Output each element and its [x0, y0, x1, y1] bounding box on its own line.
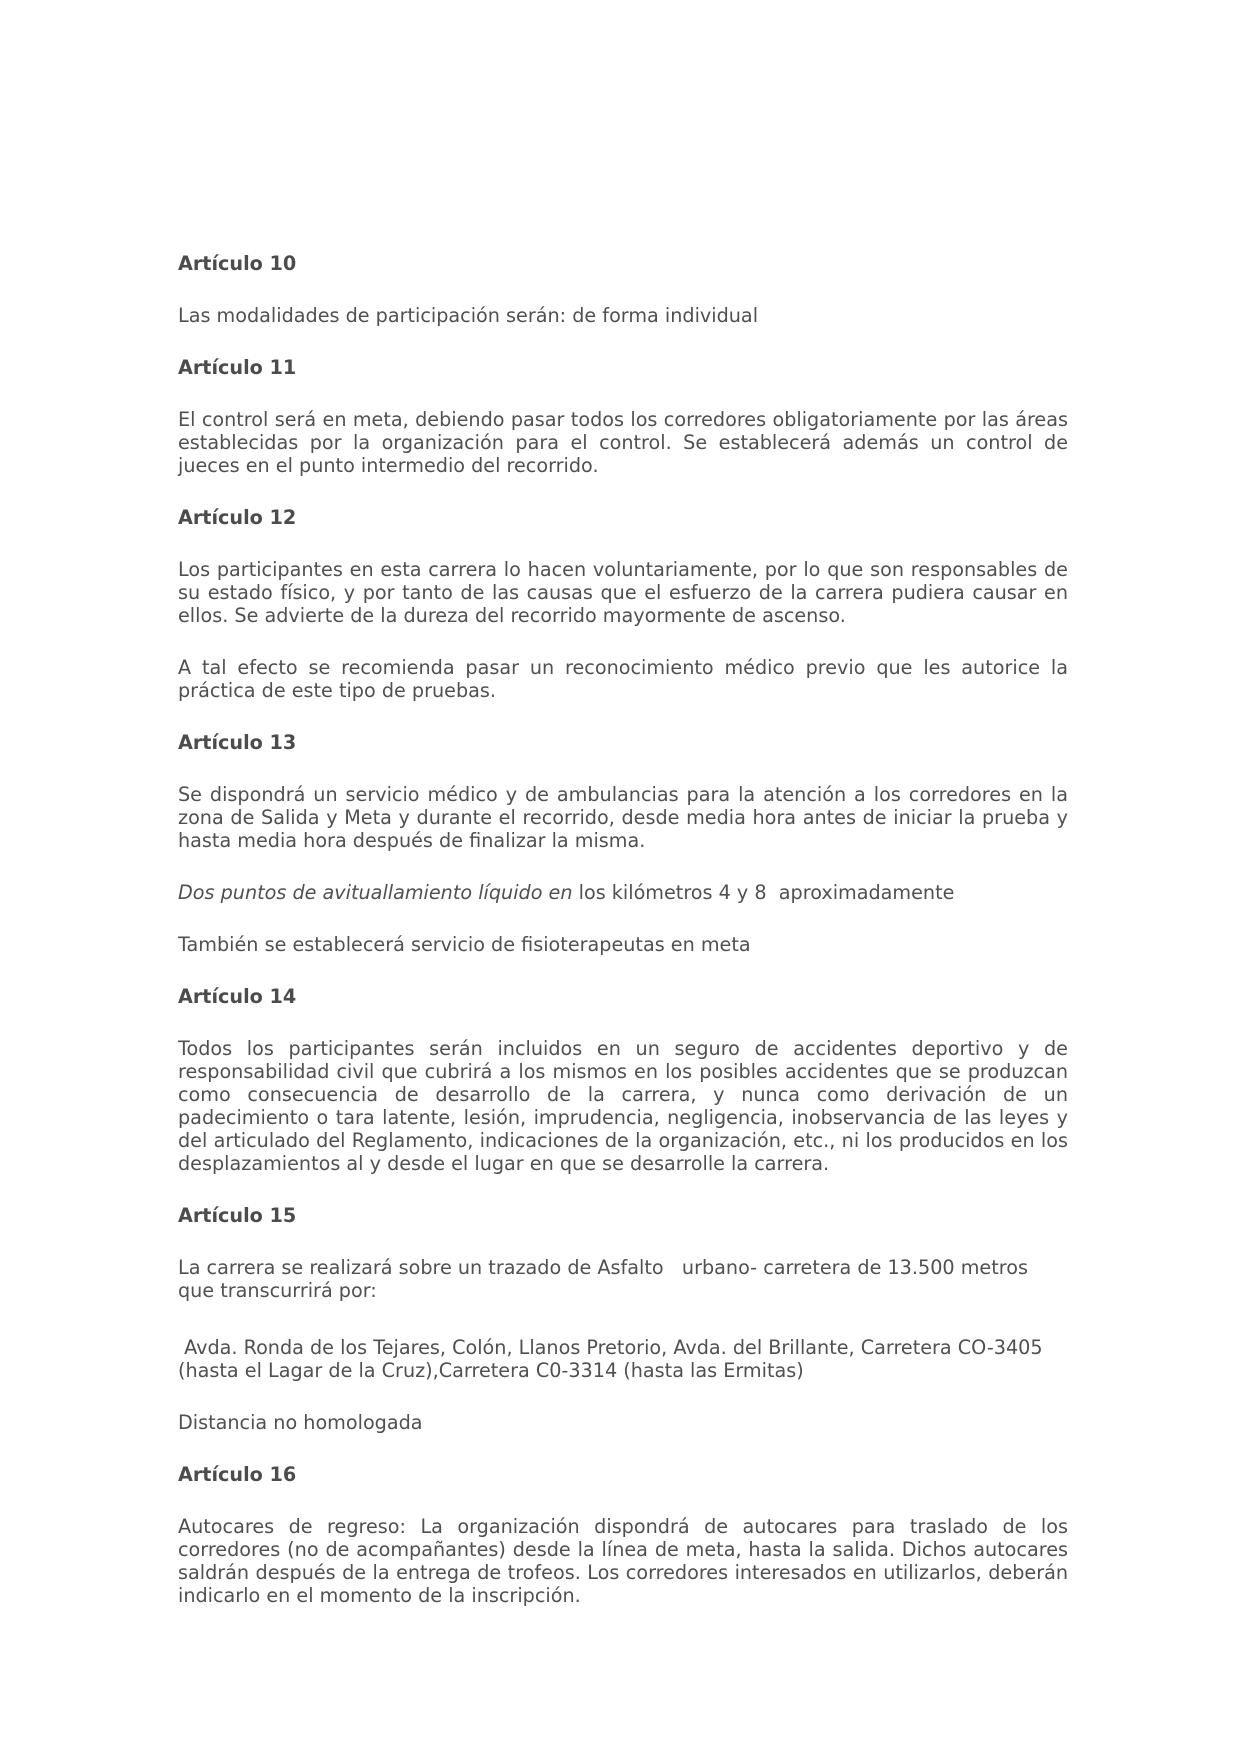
article-10-paragraph-1: Las modalidades de participación serán: de forma individual — [178, 304, 759, 327]
article-15-paragraph-2: Avda. Ronda de los Tejares, Colón, Llanos Pretorio, Avda. del Brillante, Carretera CO-3405 (hasta el Lagar de la Cruz),Carretera C0-3314 (hasta las Ermitas) — [178, 1336, 1049, 1382]
article-15-paragraph-3: Distancia no homologada — [178, 1411, 423, 1434]
article-13-supply-italic: Dos puntos de avituallamiento líquido en — [178, 881, 573, 904]
article-13-heading: Artículo 13 — [178, 731, 297, 754]
article-13-physio: También se establecerá servicio de fisioterapeutas en meta — [178, 933, 751, 956]
document-page — [178, 252, 1068, 1636]
article-11-heading: Artículo 11 — [178, 356, 297, 379]
article-14-heading: Artículo 14 — [178, 985, 297, 1008]
article-10-heading: Artículo 10 — [178, 252, 297, 275]
article-16-heading: Artículo 16 — [178, 1463, 297, 1486]
article-13-supply-points — [178, 881, 1068, 904]
article-14-paragraph-1: Todos los participantes serán incluidos en un seguro de accidentes deportivo y de responsabilidad civil que cubrirá a los mismos en los posibles accidentes que se produzcan como consecuencia de desarrollo de la carrera, y nunca como derivación de un padecimiento o tara latente, lesión, imprudencia, negligencia, inobservancia de las leyes y del articulado del Reglamento, indicaciones de la organización, etc., ni los producidos en los desplazamientos al y desde el lugar en que se desarrolle la carrera. — [178, 1037, 1068, 1175]
article-11-paragraph-1: El control será en meta, debiendo pasar todos los corredores obligatoriamente por las áreas establecidas por la organización para el control. Se establecerá además un control de jueces en el punto intermedio del recorrido. — [178, 408, 1068, 477]
article-12-heading: Artículo 12 — [178, 506, 297, 529]
article-15-heading: Artículo 15 — [178, 1204, 297, 1227]
article-13-paragraph-1: Se dispondrá un servicio médico y de ambulancias para la atención a los corredores en la zona de Salida y Meta y durante el recorrido, desde media hora antes de iniciar la prueba y hasta media hora después de finalizar la misma. — [178, 783, 1068, 852]
article-12-paragraph-1: Los participantes en esta carrera lo hacen voluntariamente, por lo que son responsables de su estado físico, y por tanto de las causas que el esfuerzo de la carrera pudiera causar en ellos. Se advierte de la dureza del recorrido mayormente de ascenso. — [178, 558, 1068, 627]
article-13-supply-rest: los kilómetros 4 y 8 aproximadamente — [572, 881, 955, 904]
article-15-paragraph-1: La carrera se realizará sobre un trazado de Asfalto urbano- carretera de 13.500 metros que transcurrirá por: — [178, 1256, 1035, 1302]
article-16-paragraph-1: Autocares de regreso: La organización dispondrá de autocares para traslado de los corredores (no de acompañantes) desde la línea de meta, hasta la salida. Dichos autocares saldrán después de la entrega de trofeos. Los corredores interesados en utilizarlos, deberán indicarlo en el momento de la inscripción. — [178, 1515, 1068, 1607]
article-12-paragraph-2: A tal efecto se recomienda pasar un reconocimiento médico previo que les autorice la práctica de este tipo de pruebas. — [178, 656, 1068, 702]
